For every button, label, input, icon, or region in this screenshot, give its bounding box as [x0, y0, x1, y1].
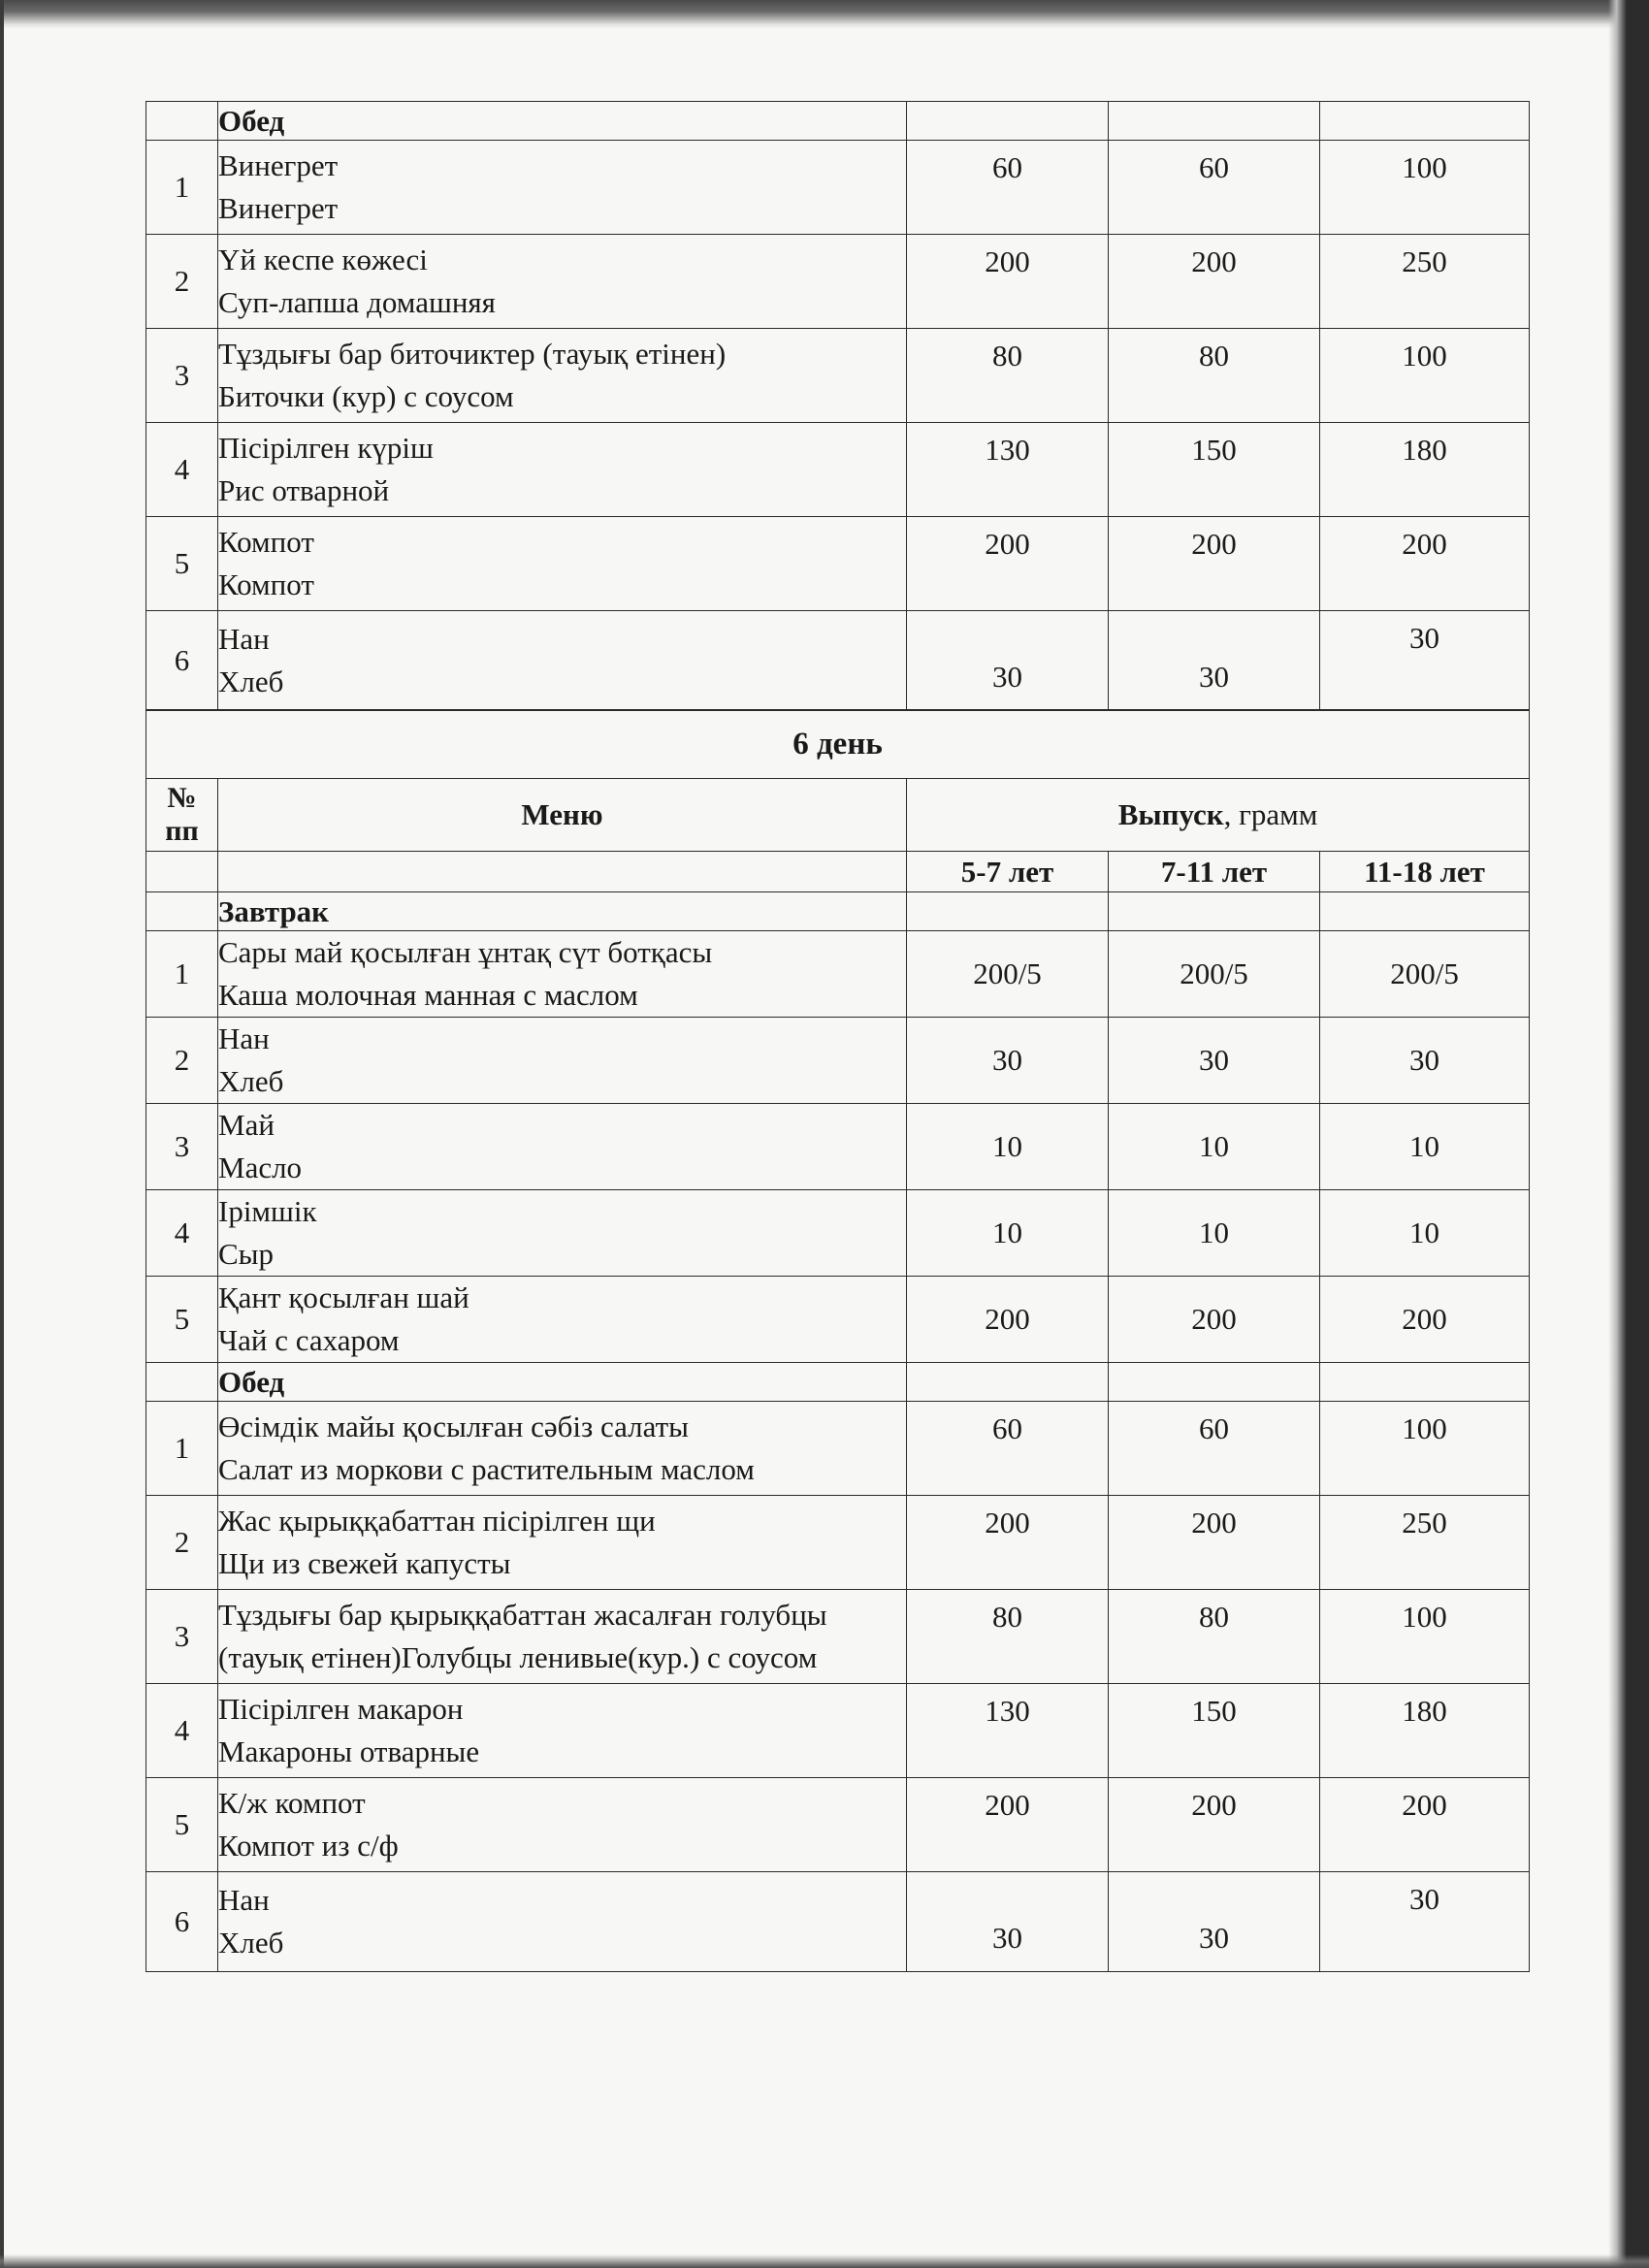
table-row: [146, 141, 1530, 235]
row-number: 2: [146, 235, 218, 329]
dish-name: Қант қосылған шай Чай с сахаром: [218, 1277, 907, 1363]
portion-7-11: 80: [1109, 329, 1320, 423]
portion-11-18: 10: [1320, 1104, 1530, 1190]
portion-11-18: 180: [1320, 423, 1530, 517]
dish-name: Нан Хлеб: [218, 611, 907, 711]
portion-5-7: 200: [907, 517, 1109, 611]
portion-7-11: 80: [1109, 1590, 1320, 1684]
portion-5-7: 10: [907, 1104, 1109, 1190]
dish-name: Өсімдік майы қосылған сәбіз салаты Салат из моркови с растительным маслом: [218, 1402, 907, 1496]
dish-name: Сары май қосылған ұнтақ сүт ботқасы Каша молочная манная с маслом: [218, 931, 907, 1018]
table-row: [146, 517, 1530, 611]
portion-11-18: 100: [1320, 329, 1530, 423]
menu-table-day-6: [146, 709, 1530, 1972]
portion-7-11: 150: [1109, 423, 1320, 517]
row-number: 4: [146, 1684, 218, 1778]
portion-11-18: 100: [1320, 1402, 1530, 1496]
table-row: [146, 931, 1530, 1018]
row-number: 1: [146, 931, 218, 1018]
dish-name: Пісірілген күріш Рис отварной: [218, 423, 907, 517]
portion-5-7: 200: [907, 1277, 1109, 1363]
portion-5-7: 200/5: [907, 931, 1109, 1018]
table-row: [146, 1590, 1530, 1684]
age-group-header: 7-11 лет: [1109, 852, 1320, 892]
row-number: 1: [146, 1402, 218, 1496]
portion-7-11: 60: [1109, 1402, 1320, 1496]
portion-11-18: 200: [1320, 1277, 1530, 1363]
scan-edge-top: [0, 0, 1649, 29]
scan-edge-left: [0, 0, 4, 2268]
table-row: [146, 235, 1530, 329]
portion-11-18: 30: [1320, 611, 1530, 711]
row-number: 4: [146, 423, 218, 517]
section-row-breakfast: [146, 892, 1530, 931]
portion-5-7: 80: [907, 1590, 1109, 1684]
row-number: 6: [146, 1872, 218, 1972]
table-row: [146, 1018, 1530, 1104]
portion-11-18: 200: [1320, 1778, 1530, 1872]
dish-name: К/ж компот Компот из с/ф: [218, 1778, 907, 1872]
row-number: 4: [146, 1190, 218, 1277]
portion-11-18: 100: [1320, 141, 1530, 235]
age-groups-row: [146, 852, 1530, 892]
portion-7-11: 30: [1109, 611, 1320, 711]
portion-7-11: 200/5: [1109, 931, 1320, 1018]
scan-edge-right: [1608, 0, 1649, 2268]
table-row: [146, 1778, 1530, 1872]
portion-7-11: 200: [1109, 1496, 1320, 1590]
portion-7-11: 200: [1109, 517, 1320, 611]
portion-5-7: 30: [907, 1018, 1109, 1104]
table-row: [146, 423, 1530, 517]
row-number: 5: [146, 1277, 218, 1363]
portion-5-7: 10: [907, 1190, 1109, 1277]
table-row: [146, 1104, 1530, 1190]
number-column-header: № пп: [146, 779, 218, 852]
dish-name: Компот Компот: [218, 517, 907, 611]
portion-7-11: 10: [1109, 1104, 1320, 1190]
portion-11-18: 30: [1320, 1018, 1530, 1104]
portion-7-11: 30: [1109, 1872, 1320, 1972]
portion-11-18: 250: [1320, 1496, 1530, 1590]
dish-name: Винегрет Винегрет: [218, 141, 907, 235]
portion-5-7: 200: [907, 1778, 1109, 1872]
row-number: 5: [146, 517, 218, 611]
portion-5-7: 130: [907, 423, 1109, 517]
output-column-header: Выпуск, грамм: [907, 779, 1530, 852]
menu-table-continuation: [146, 101, 1530, 711]
row-number: 3: [146, 1590, 218, 1684]
menu-column-header: Меню: [218, 779, 907, 852]
scan-edge-bottom: [0, 2254, 1649, 2268]
portion-5-7: 80: [907, 329, 1109, 423]
section-label: Обед: [218, 1363, 907, 1402]
dish-name: Май Масло: [218, 1104, 907, 1190]
section-label: Обед: [218, 102, 907, 141]
row-number: 2: [146, 1018, 218, 1104]
row-number: 2: [146, 1496, 218, 1590]
section-row-lunch: [146, 1363, 1530, 1402]
portion-5-7: 60: [907, 141, 1109, 235]
portion-7-11: 60: [1109, 141, 1320, 235]
day-title: 6 день: [146, 710, 1530, 779]
portion-7-11: 10: [1109, 1190, 1320, 1277]
portion-7-11: 30: [1109, 1018, 1320, 1104]
table-row: [146, 1684, 1530, 1778]
portion-11-18: 30: [1320, 1872, 1530, 1972]
dish-name: Тұздығы бар қырыққабаттан жасалған голубцы (тауық етінен)Голубцы ленивые(кур.) с соусом: [218, 1590, 907, 1684]
dish-name: Пісірілген макарон Макароны отварные: [218, 1684, 907, 1778]
day-title-row: [146, 710, 1530, 779]
dish-name: Тұздығы бар биточиктер (тауық етінен) Биточки (кур) с соусом: [218, 329, 907, 423]
portion-5-7: 200: [907, 1496, 1109, 1590]
row-number: 5: [146, 1778, 218, 1872]
table-row: [146, 1402, 1530, 1496]
table-row: [146, 1496, 1530, 1590]
table-row: [146, 329, 1530, 423]
portion-5-7: 30: [907, 1872, 1109, 1972]
dish-name: Нан Хлеб: [218, 1872, 907, 1972]
portion-11-18: 10: [1320, 1190, 1530, 1277]
header-row: [146, 779, 1530, 852]
portion-11-18: 100: [1320, 1590, 1530, 1684]
portion-7-11: 150: [1109, 1684, 1320, 1778]
dish-name: Жас қырыққабаттан пісірілген щи Щи из свежей капусты: [218, 1496, 907, 1590]
section-row-lunch: [146, 102, 1530, 141]
section-label: Завтрак: [218, 892, 907, 931]
dish-name: Нан Хлеб: [218, 1018, 907, 1104]
table-row: [146, 1872, 1530, 1972]
dish-name: Үй кеспе көжесі Суп-лапша домашняя: [218, 235, 907, 329]
row-number: 3: [146, 329, 218, 423]
portion-11-18: 250: [1320, 235, 1530, 329]
portion-11-18: 180: [1320, 1684, 1530, 1778]
row-number: 3: [146, 1104, 218, 1190]
portion-5-7: 200: [907, 235, 1109, 329]
portion-5-7: 30: [907, 611, 1109, 711]
portion-7-11: 200: [1109, 1778, 1320, 1872]
dish-name: Ірімшік Сыр: [218, 1190, 907, 1277]
portion-5-7: 60: [907, 1402, 1109, 1496]
portion-5-7: 130: [907, 1684, 1109, 1778]
portion-11-18: 200: [1320, 517, 1530, 611]
row-number: 1: [146, 141, 218, 235]
portion-7-11: 200: [1109, 235, 1320, 329]
table-row: [146, 1277, 1530, 1363]
portion-11-18: 200/5: [1320, 931, 1530, 1018]
age-group-header: 5-7 лет: [907, 852, 1109, 892]
portion-7-11: 200: [1109, 1277, 1320, 1363]
table-row: [146, 1190, 1530, 1277]
table-row: [146, 611, 1530, 711]
row-number: 6: [146, 611, 218, 711]
age-group-header: 11-18 лет: [1320, 852, 1530, 892]
